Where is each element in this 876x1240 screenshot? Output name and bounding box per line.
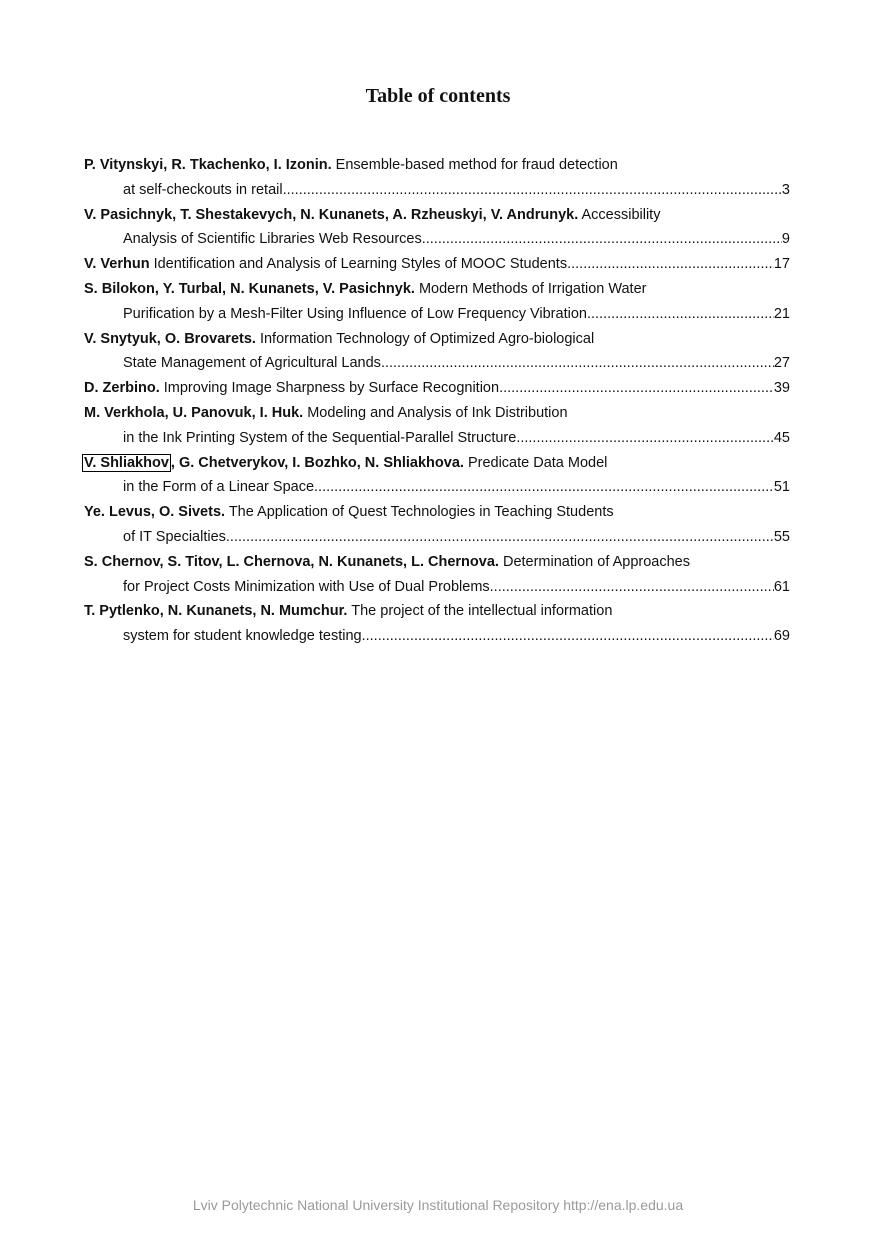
dot-leader bbox=[516, 426, 774, 451]
dot-leader bbox=[381, 351, 774, 376]
entry-authors: Ye. Levus, O. Sivets. bbox=[84, 504, 226, 521]
dot-leader bbox=[587, 302, 774, 327]
dot-leader bbox=[490, 575, 774, 600]
entry-title: Modeling and Analysis of Ink Distribution bbox=[303, 404, 568, 421]
toc-entry[interactable] bbox=[84, 376, 790, 401]
entry-authors: D. Zerbino. bbox=[84, 380, 160, 397]
entry-title-continued: of IT Specialties bbox=[123, 528, 226, 545]
toc-entry[interactable] bbox=[84, 500, 790, 550]
toc-entry[interactable] bbox=[84, 599, 790, 649]
entry-title-continued: system for student knowledge testing bbox=[123, 628, 362, 645]
entry-title-continued: Analysis of Scientific Libraries Web Resources bbox=[123, 231, 422, 248]
entry-title-continued: in the Form of a Linear Space bbox=[123, 479, 315, 496]
entry-authors: M. Verkhola, U. Panovuk, I. Huk. bbox=[84, 404, 304, 421]
entry-authors: S. Chernov, S. Titov, L. Chernova, N. Kunanets, L. Chernova. bbox=[84, 553, 499, 570]
entry-page-number: 27 bbox=[773, 355, 790, 372]
entry-authors: V. Pasichnyk, T. Shestakevych, N. Kunanets, A. Rzheuskyi, V. Andrunyk. bbox=[84, 206, 579, 223]
entry-page-number: 9 bbox=[781, 231, 790, 248]
entry-title: Modern Methods of Irrigation Water bbox=[414, 280, 647, 297]
toc-entry[interactable] bbox=[84, 550, 790, 600]
dot-leader bbox=[422, 227, 782, 252]
toc-entry[interactable] bbox=[84, 277, 790, 327]
toc-entry[interactable] bbox=[84, 203, 790, 253]
entry-authors: , G. Chetverykov, I. Bozhko, N. Shliakhova. bbox=[170, 454, 464, 471]
entry-title: The Application of Quest Technologies in Teaching Students bbox=[225, 504, 614, 521]
entry-title-continued: State Management of Agricultural Lands bbox=[123, 355, 381, 372]
toc-entry[interactable] bbox=[84, 451, 790, 501]
entry-authors: S. Bilokon, Y. Turbal, N. Kunanets, V. Pasichnyk. bbox=[84, 280, 415, 297]
entry-title: Ensemble-based method for fraud detection bbox=[331, 157, 618, 173]
dot-leader bbox=[314, 475, 774, 500]
entry-title: Determination of Approaches bbox=[498, 553, 690, 570]
entry-authors: P. Vitynskyi, R. Tkachenko, I. Izonin. bbox=[84, 157, 332, 173]
entry-page-number: 17 bbox=[773, 256, 790, 273]
entry-page-number: 21 bbox=[773, 305, 790, 322]
entry-title-continued: at self-checkouts in retail bbox=[123, 181, 283, 198]
entry-title-continued: for Project Costs Minimization with Use of Dual Problems bbox=[123, 578, 490, 595]
entry-page-number: 3 bbox=[781, 181, 790, 198]
entry-page-number: 45 bbox=[773, 429, 790, 446]
dot-leader bbox=[499, 376, 774, 401]
entry-authors: V. Snytyuk, O. Brovarets. bbox=[84, 330, 256, 347]
entry-authors: V. Verhun bbox=[84, 256, 150, 273]
highlighted-author[interactable]: V. Shliakhov bbox=[84, 454, 169, 471]
entry-title: Improving Image Sharpness by Surface Recognition bbox=[159, 380, 500, 397]
dot-leader bbox=[567, 252, 774, 277]
entry-page-number: 39 bbox=[773, 380, 790, 397]
toc-entry[interactable] bbox=[84, 252, 790, 277]
toc-entry[interactable] bbox=[84, 327, 790, 377]
toc-entry[interactable] bbox=[84, 401, 790, 451]
entry-title: Information Technology of Optimized Agro-biological bbox=[255, 330, 595, 347]
entry-title-continued: Purification by a Mesh-Filter Using Influence of Low Frequency Vibration bbox=[123, 305, 587, 322]
entry-authors: T. Pytlenko, N. Kunanets, N. Mumchur. bbox=[84, 603, 348, 620]
dot-leader bbox=[362, 624, 774, 649]
entry-title: The project of the intellectual information bbox=[347, 603, 613, 620]
entry-title: Predicate Data Model bbox=[463, 454, 608, 471]
table-of-contents bbox=[84, 153, 790, 649]
entry-title: Identification and Analysis of Learning Styles of MOOC Students bbox=[149, 256, 568, 273]
entry-page-number: 69 bbox=[773, 628, 790, 645]
entry-page-number: 61 bbox=[773, 578, 790, 595]
entry-title: Accessibility bbox=[578, 206, 661, 223]
toc-entry[interactable] bbox=[84, 153, 790, 203]
dot-leader bbox=[226, 525, 774, 550]
entry-page-number: 55 bbox=[773, 528, 790, 545]
entry-title-continued: in the Ink Printing System of the Sequential-Parallel Structure bbox=[123, 429, 517, 446]
page-title: Table of contents bbox=[365, 85, 511, 107]
dot-leader bbox=[283, 178, 782, 203]
entry-page-number: 51 bbox=[773, 479, 790, 496]
repository-footer: Lviv Polytechnic National University Institutional Repository http://ena.lp.edu.ua bbox=[192, 1197, 684, 1213]
